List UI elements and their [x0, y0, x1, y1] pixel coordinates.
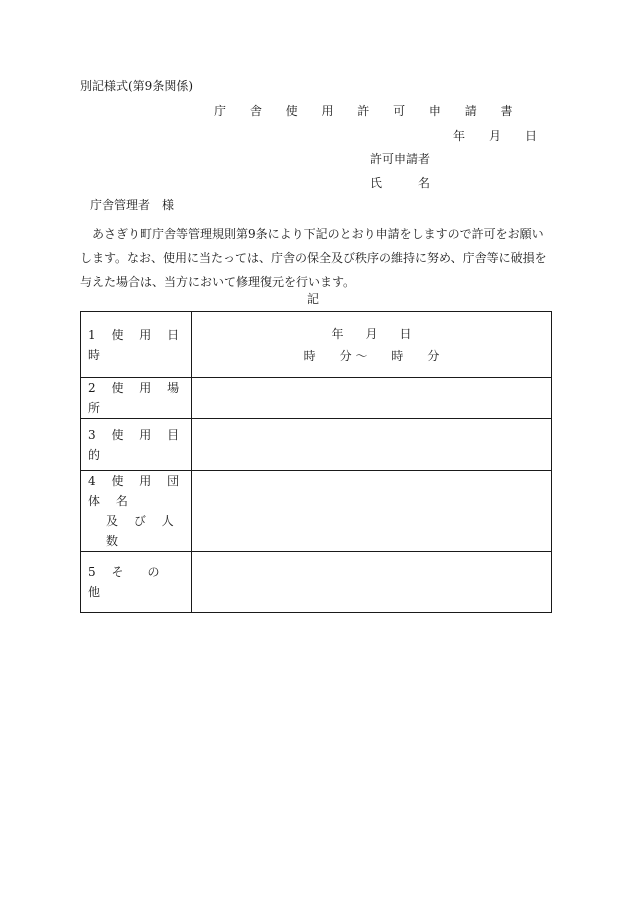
ki-heading: 記 — [307, 292, 320, 306]
date-month: 月 — [489, 129, 502, 143]
usage-purpose-field[interactable] — [192, 419, 552, 471]
application-table — [80, 311, 552, 613]
row-label-usage-place: 2 使 用 場 所 — [81, 378, 192, 419]
row-label-group-and-count: 4 使 用 団 体 名 及 び 人 数 — [81, 471, 192, 552]
other-field[interactable] — [192, 552, 552, 613]
body-paragraph: あさぎり町庁舎等管理規則第9条により下記のとおり申請をしますので許可をお願いします。なお、使用に当たっては、庁舎の保全及び秩序の維持に努め、庁舎等に破損を与えた場合は、当方において修理復元を行います。 — [80, 227, 547, 289]
name-right: 名 — [418, 176, 431, 190]
document-title: 庁 舎 使 用 許 可 申 請 書 — [214, 104, 523, 118]
addressee: 庁舎管理者 様 — [90, 198, 175, 212]
applicant-label: 許可申請者 — [370, 152, 431, 166]
row-label-usage-purpose: 3 使 用 目 的 — [81, 419, 192, 471]
name-line — [370, 177, 430, 189]
usage-time-line: 時 分 〜 時 分 — [303, 348, 440, 363]
table-row — [81, 471, 552, 552]
date-year: 年 — [453, 129, 466, 143]
table-row — [81, 312, 552, 378]
date-line — [453, 130, 537, 142]
table-row — [81, 419, 552, 471]
usage-date-line: 年 月 日 — [331, 326, 412, 341]
name-left: 氏 — [370, 176, 383, 190]
usage-datetime-field[interactable] — [192, 312, 552, 378]
date-day: 日 — [525, 129, 538, 143]
row-label-usage-datetime: 1 使 用 日 時 — [81, 312, 192, 378]
usage-place-field[interactable] — [192, 378, 552, 419]
form-label: 別記様式(第9条関係) — [80, 79, 193, 93]
table-row — [81, 552, 552, 613]
group-and-count-field[interactable] — [192, 471, 552, 552]
table-row — [81, 378, 552, 419]
row-label-other: 5 そ の 他 — [81, 552, 192, 613]
